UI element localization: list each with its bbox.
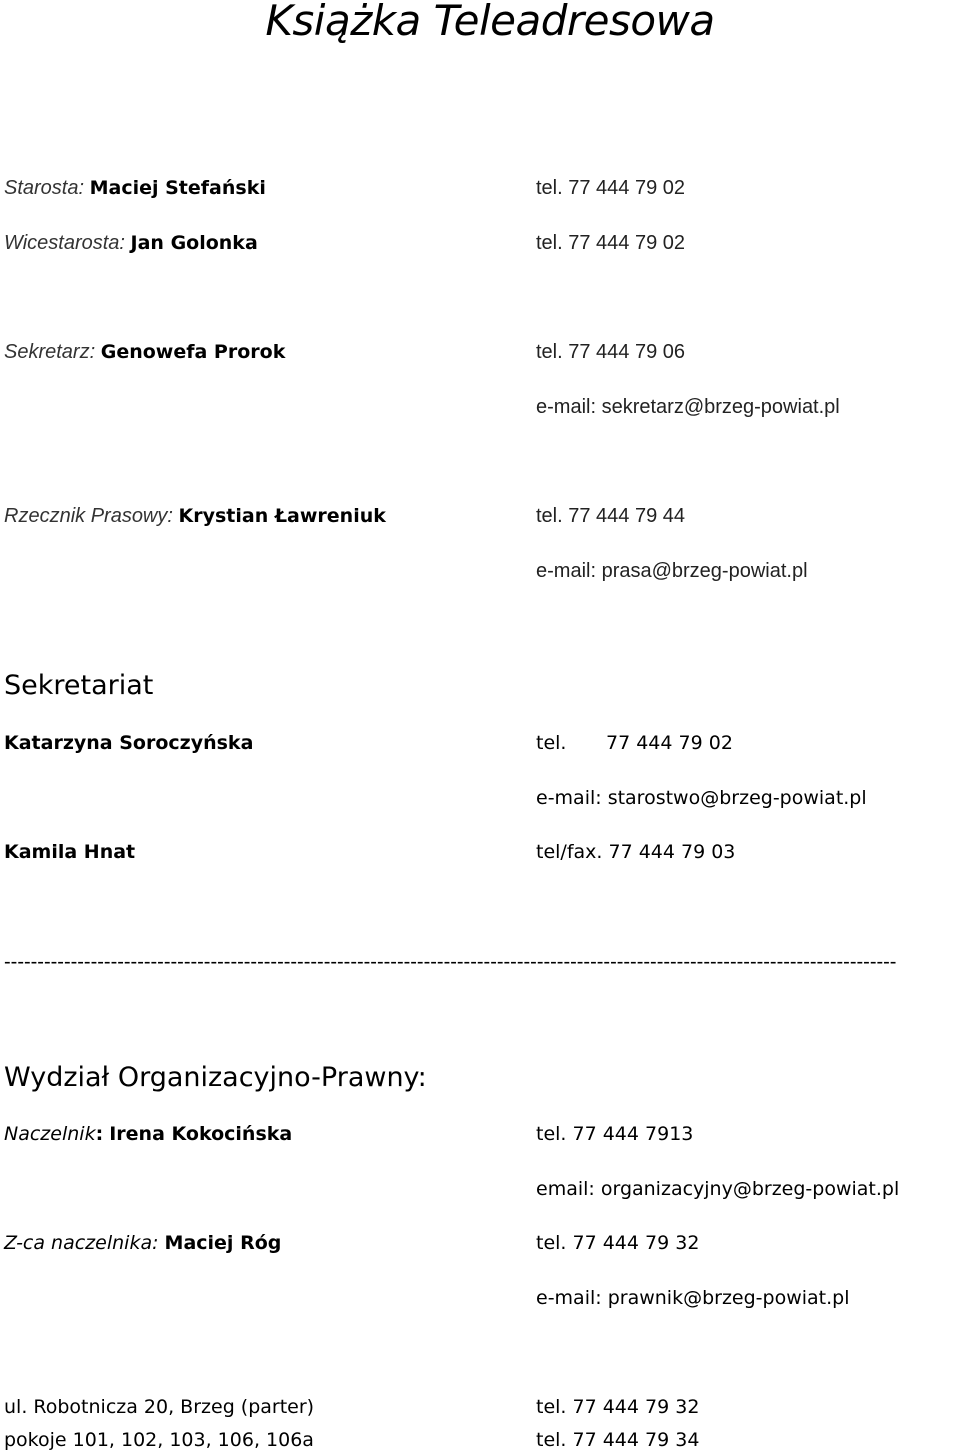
rzecznik-name: Krystian Ławreniuk <box>178 505 386 527</box>
naczelnik-name: Irena Kokocińska <box>109 1123 293 1145</box>
zastepca-tel: tel. 77 444 79 32 <box>536 1232 700 1254</box>
starosta-name: Maciej Stefański <box>89 177 266 199</box>
starosta-tel: tel. 77 444 79 02 <box>536 177 686 199</box>
starosta-label: Starosta: <box>4 177 85 199</box>
naczelnik-label: Naczelnik <box>4 1123 96 1145</box>
sekretariat-person2-name: Kamila Hnat <box>4 841 136 863</box>
starosta-row <box>4 178 266 198</box>
address-tel: tel. 77 444 79 32 <box>536 1396 700 1418</box>
address-text: ul. Robotnicza 20, Brzeg (parter) <box>4 1396 315 1418</box>
sekretarz-tel: tel. 77 444 79 06 <box>536 341 686 363</box>
rzecznik-email: e-mail: prasa@brzeg-powiat.pl <box>536 560 808 582</box>
sekretarz-label: Sekretarz: <box>4 341 96 363</box>
naczelnik-row <box>4 1125 292 1144</box>
sekretarz-name: Genowefa Prorok <box>100 341 286 363</box>
sekretariat-person2-tel: tel/fax. 77 444 79 03 <box>536 841 736 863</box>
wydzial-heading: Wydział Organizacyjno-Prawny: <box>4 1062 427 1093</box>
rzecznik-row <box>4 506 386 526</box>
zastepca-email: e-mail: prawnik@brzeg-powiat.pl <box>536 1287 850 1309</box>
zastepca-name: Maciej Róg <box>164 1232 282 1254</box>
wicestarosta-tel: tel. 77 444 79 02 <box>536 232 686 254</box>
sekretariat-person1-tel-label: tel. <box>536 732 567 754</box>
wicestarosta-row <box>4 233 258 253</box>
naczelnik-email: email: organizacyjny@brzeg-powiat.pl <box>536 1178 900 1200</box>
dashed-divider: -------------------------------------------------------------------------------------------------------------------------------------- <box>4 952 897 972</box>
wicestarosta-name: Jan Golonka <box>130 232 258 254</box>
naczelnik-colon: : <box>95 1123 104 1145</box>
rooms-text: pokoje 101, 102, 103, 106, 106a <box>4 1429 314 1451</box>
sekretarz-email: e-mail: sekretarz@brzeg-powiat.pl <box>536 396 840 418</box>
naczelnik-tel: tel. 77 444 7913 <box>536 1123 694 1145</box>
zastepca-row <box>4 1234 281 1253</box>
wicestarosta-label: Wicestarosta: <box>4 232 125 254</box>
sekretariat-person1-email: e-mail: starostwo@brzeg-powiat.pl <box>536 787 867 809</box>
sekretarz-row <box>4 342 285 362</box>
rzecznik-tel: tel. 77 444 79 44 <box>536 505 686 527</box>
sekretariat-heading: Sekretariat <box>4 670 154 701</box>
zastepca-label: Z-ca naczelnika: <box>4 1232 159 1254</box>
rooms-tel: tel. 77 444 79 34 <box>536 1429 700 1451</box>
sekretariat-person1-name: Katarzyna Soroczyńska <box>4 732 254 754</box>
page-title: Książka Teleadresowa <box>265 0 715 45</box>
sekretariat-person1-tel: 77 444 79 02 <box>606 732 733 754</box>
rzecznik-label: Rzecznik Prasowy: <box>4 505 173 527</box>
